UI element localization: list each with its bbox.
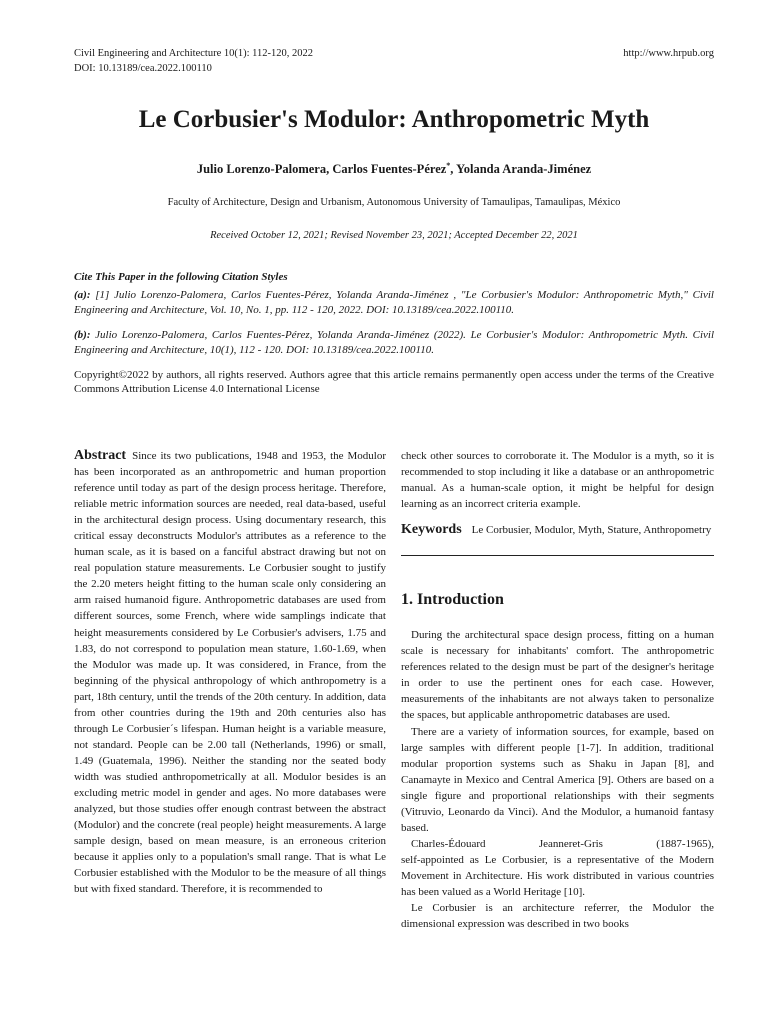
intro-paragraph-3: self-appointed as Le Corbusier, is a representative of the Modern Movement in Architecture. His work distributed in various countries has been valued as a World Heritage [10]. [401,853,714,898]
citation-style-a [74,288,714,318]
corresponding-mark: * [446,161,451,170]
keywords [401,522,714,538]
abstract [74,448,386,897]
intro-paragraph-1: During the architectural space design process, fitting on a human scale is necessary for inhabitants' comfort. The anthropometric references related to the design must be part of the designer's heritage in order to use the pertinent ones for each case. However, measurements of the inhabitants are not always taken to personalize the spaces, but applicable anthropometric databases are used. [401,629,714,722]
citation-b-text: Julio Lorenzo-Palomera, Carlos Fuentes-Pérez, Yolanda Aranda-Jiménez (2022). Le Corbusier's Modulor: Anthropometric Myth. Civil Engineering and Architecture, 10(1), 112 - 120. DOI: 10.13189/cea.2022.100110. [74,329,714,357]
running-header [74,46,714,76]
abstract-continued: check other sources to corroborate it. The Modulor is a myth, so it is recommended to stop including it like a database or an anthropometric manual. As a human-scale option, it might be helpful for design learning as an incorrect criteria example. [401,450,714,511]
authors-last: , Yolanda Aranda-Jiménez [450,162,592,177]
intro-paragraph-3-line: Charles-Édouard Jeanneret-Gris (1887-1965), [411,837,714,850]
abstract-text: Since its two publications, 1948 and 1953, the Modulor has been incorporated as an anthropometric and human proportion reference until today as part of the design process heritage. Therefore, reliable metric information sources are needed, real data-based, useful in the architectural design process. Using documentary research, this critical essay deconstructs Modulor's attributes as a reference to the human scale, as it is based on a fanciful abstract drawing but not on real population stature measurements. Le Corbusier sought to justify the 2.20 meters height fitting to the human scale only considering an arm raised humanoid figure. Anthropometric databases are used from different sources, some French, where wide samplings indicate that height measurements considered by Le Corbusier's advisers, 1.75 and 1.83, do not correspond to population mean stature, 1.60-1.69, when the Modulor was made up. It was considered, in France, from the beginning of the physical anthropology of which anthropometry is a part, 18th century, until the trends of the 20th century. In addition, data from other countries during the 19th and 20th centuries also has through Le Corbusier´s lifespan. Human height is a variable measure, not standard. People can be 2.00 tall (Netherlands, 1996) or small, 1.49 (Guatemala, 1996). Neither the standing nor the seated body width was studied anthropometrically at all. Modulor besides is an excluding metric model in gender and ages. No more databases were analyzed, but those studies offer enough contrast between the abstract (Modulor) and the concrete (real people) height measurements. A large sample design, based on mean measure, is an erroneous criterion because it applies only to a population's small range. That is what Le Corbusier established with the Modulor to be the measure of all things but with fixed standard. Therefore, it is recommended to [74,450,386,896]
intro-paragraph-2: There are a variety of information sources, for example, based on large samples with different people [1-7]. In addition, traditional modular proportion systems such as Shaku in Japan [8], and Canamayte in Mexico and Central America [9]. Others are based on a single figure and proportional relationships with their segments (Vitruvio, Leonardo da Vinci). And the Modulor, a humanoid fantasy based. [401,725,714,834]
left-column [74,448,386,897]
keywords-heading: Keywords [401,522,462,538]
page-top [74,46,714,396]
citation-a-text: [1] Julio Lorenzo-Palomera, Carlos Fuentes-Pérez, Yolanda Aranda-Jiménez , "Le Corbusier's Modulor: Anthropometric Myth," Civil Engineering and Architecture, Vol. 10, No. 1, pp. 112 - 120, 2022. DOI: 10.13189/cea.2022.100110. [74,289,714,317]
authors-first: Julio Lorenzo-Palomera, Carlos Fuentes-Pérez [196,162,447,177]
section-divider [401,555,714,556]
doi: DOI: 10.13189/cea.2022.100110 [74,63,212,74]
keywords-text: Le Corbusier, Modulor, Myth, Stature, Anthropometry [471,524,712,537]
citation-style-b [74,328,714,358]
affiliation: Faculty of Architecture, Design and Urbanism, Autonomous University of Tamaulipas, Tamaulipas, México [167,197,621,209]
copyright-notice: Copyright©2022 by authors, all rights reserved. Authors agree that this article remains permanently open access under the terms of the Creative Commons Attribution License 4.0 International License [74,369,714,396]
paper-title: Le Corbusier's Modulor: Anthropometric Myth [138,106,650,133]
abstract-heading: Abstract [74,448,127,463]
right-column [401,448,714,932]
intro-paragraph-4: Le Corbusier is an architecture referrer, the Modulor the dimensional expression was described in two books [401,902,714,931]
author-list [74,158,714,177]
introduction-heading: 1. Introduction [401,591,504,609]
citation-a-label: (a): [74,289,91,302]
citation-heading: Cite This Paper in the following Citation Styles [74,271,288,284]
citation-b-label: (b): [74,329,91,342]
journal-url[interactable]: http://www.hrpub.org [623,48,714,59]
journal-info: Civil Engineering and Architecture 10(1): 112-120, 2022 [74,48,314,59]
received-dates: Received October 12, 2021; Revised November 23, 2021; Accepted December 22, 2021 [210,230,578,242]
